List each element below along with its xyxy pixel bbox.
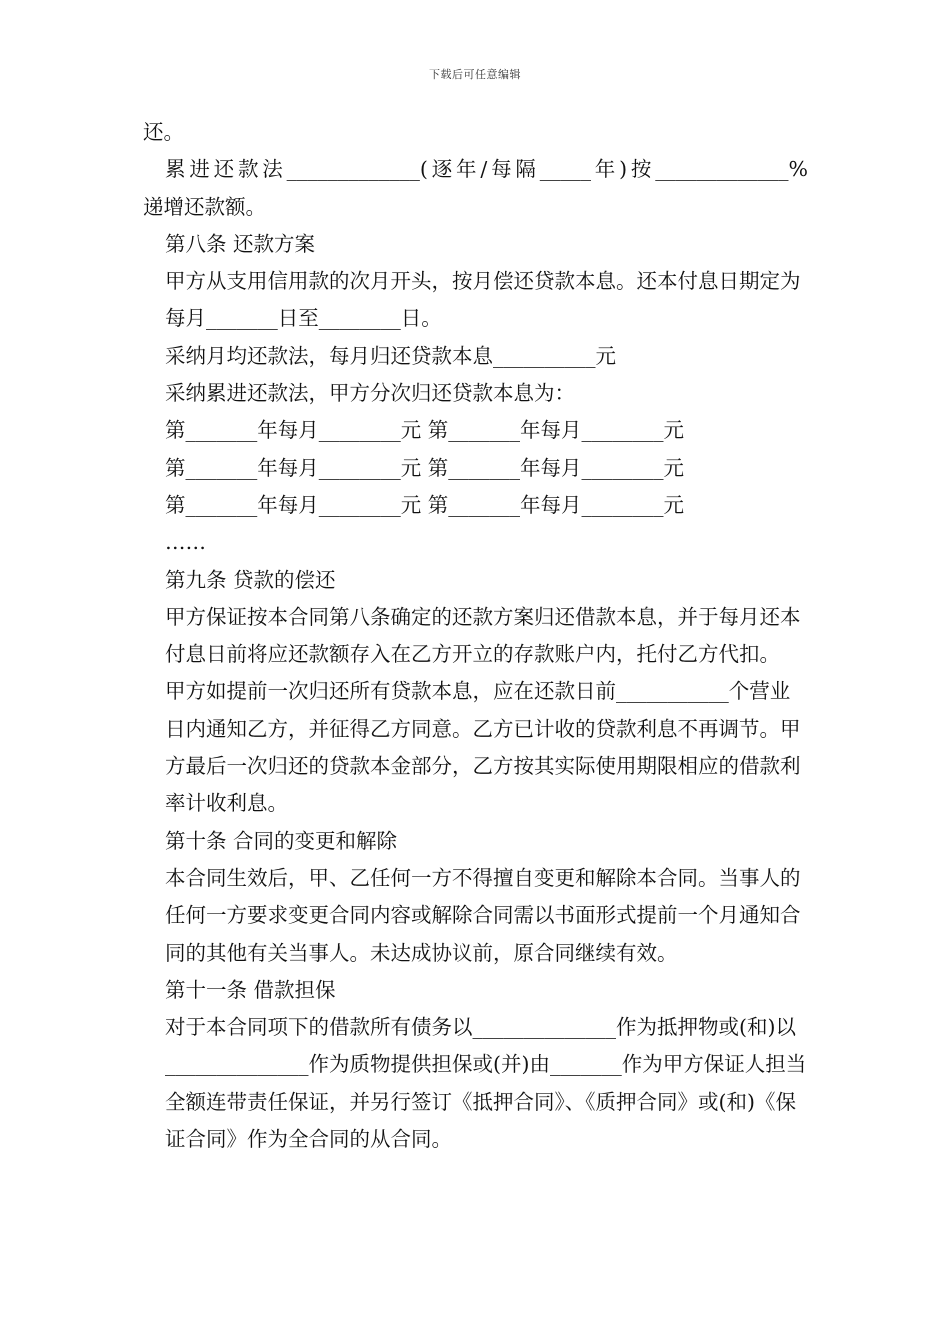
- paragraph-contract-change: 本合同生效后，甲、乙任何一方不得擅自变更和解除本合同。当事人的任何一方要求变更合同内容或解除合同需以书面形式提前一个月通知合同的其他有关当事人。未达成协议前，原合同继续有效。: [165, 865, 801, 965]
- article-10-heading: 第十条 合同的变更和解除: [165, 828, 398, 853]
- article-9-heading: 第九条 贷款的偿还: [165, 567, 336, 592]
- paragraph-fragment: 还。: [143, 120, 184, 144]
- article-11-heading: 第十一条 借款担保: [165, 977, 336, 1002]
- article-8-heading: 第八条 还款方案: [165, 231, 316, 256]
- paragraph-progressive-intro: 采纳累进还款法，甲方分次归还贷款本息为：: [165, 381, 575, 406]
- paragraph-monthly-method: 采纳月均还款法，每月归还贷款本息__________元: [165, 343, 616, 368]
- schedule-row: 第_______年每月________元 第_______年每月________元: [165, 418, 685, 443]
- paragraph-progressive-method: 累进还款法_____________(逐年/每隔_____年)按_____________%: [165, 157, 808, 182]
- paragraph-repayment-guarantee: 甲方保证按本合同第八条确定的还款方案归还借款本息，并于每月还本付息日前将应还款额存入在乙方开立的存款账户内，托付乙方代扣。: [165, 604, 801, 667]
- paragraph-loan-guarantee: 对于本合同项下的借款所有债务以______________作为抵押物或(和)以______________作为质物提供担保或(并)由_______作为甲方保证人担当全额连带责任保证，并另行签订《抵押合同》、《质押合同》或(和)《保证合同》作为全合同的从合同。: [165, 1015, 807, 1152]
- schedule-row: 第_______年每月________元 第_______年每月________元: [165, 455, 685, 480]
- schedule-row: 第_______年每月________元 第_______年每月________元: [165, 492, 685, 517]
- paragraph-early-repayment: 甲方如提前一次归还所有贷款本息，应在还款日前___________个营业日内通知乙方，并征得乙方同意。乙方已计收的贷款利息不再调节。甲方最后一次归还的贷款本金部分，乙方按其实际使用期限相应的借款利率计收利息。: [165, 679, 801, 816]
- document-body: [143, 114, 808, 1158]
- paragraph-repayment-schedule: 甲方从支用信用款的次月开头，按月偿还贷款本息。还本付息日期定为每月_______日至________日。: [165, 269, 801, 331]
- paragraph-fragment: 递增还款额。: [143, 194, 266, 219]
- page-header: 下载后可任意编辑: [429, 68, 521, 81]
- ellipsis: ……: [165, 530, 206, 555]
